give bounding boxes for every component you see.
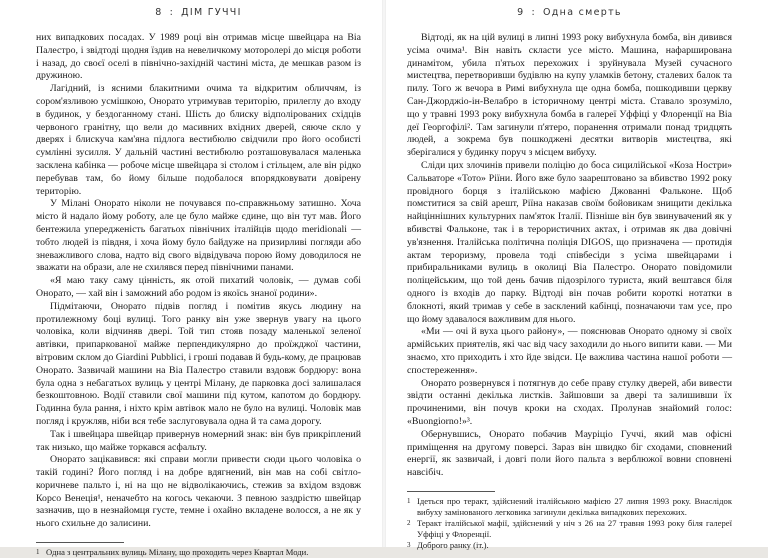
footnotes <box>407 491 732 551</box>
paragraph: них випадкових посадах. У 1989 році він отримав місце швейцара на Віа Палестро, і звідтоді щодня їздив на невеличкому моторолері до місця роботи і назад, до своєї оселі в північно-західній частині міста, де мешкав разом із дружиною. <box>36 32 361 82</box>
footnotes <box>36 542 361 558</box>
running-title: ДІМ ГУЧЧІ <box>181 7 242 18</box>
page-body <box>407 32 732 480</box>
header-separator: : <box>531 7 537 18</box>
footnote-number: 3 <box>407 540 411 549</box>
header-separator: : <box>169 7 175 18</box>
right-page <box>385 0 768 550</box>
running-header <box>407 6 732 20</box>
running-title: Одна смерть <box>543 7 622 18</box>
footnote <box>407 496 732 518</box>
footnote-text: Доброго ранку (іт.). <box>417 539 489 550</box>
footnote <box>407 540 732 551</box>
paragraph: Підмітаючи, Онорато підвів погляд і помітив якусь людину на протилежному боці вулиці. Того ранку він уже звернув увагу на цього чоловіка, коли відчиняв двері. Той тип стояв позаду маленької зеленої автівки, припаркованої майже перпендикулярно до проїжджої частини, вітровим склом до Giardini Pubblici, і гроші подавав й будь-кому, де працював Онорато. Зазвичай машини на Віа Палестро ставили вздовж бордюру: вона була одна з небагатьох вулиць у центрі Мілану, де парковка досі залишалася безкоштовною. Водії ставили свої машини під кутом, капотом до бордюру. Годинна була рання, і ніхто крім автівок мало не було на вулиці. Чоловік мав погляд і кружляв, ніби вся тебе заслуговувала одна й та сама дорогу. <box>36 300 361 427</box>
footnote-number: 1 <box>36 548 40 557</box>
page-body <box>36 32 361 531</box>
footnote-rule <box>407 491 495 492</box>
page-number: 9 <box>517 7 525 18</box>
page-number: 8 <box>155 7 163 18</box>
paragraph: Онорато зацікавився: які справи могли привести сюди цього чоловіка о такій годині? Його погляд і на добре вдягнений, він мав на собі світло-коричневе пальто і, ні на що не відволікаючись, стежив за вхідом вздовж Корсо Венеція¹, неначебто на когось чекаючи. З певною заздрістю швейцар зазначив, що в незнайомця густе, темне і охайно вкладене волосся, а не як у нього схильне до залисини. <box>36 454 361 530</box>
footnote-rule <box>36 542 124 543</box>
footnote-number: 1 <box>407 496 411 505</box>
footnote-text: Ідеться про теракт, здійснений італійською мафією 27 липня 1993 року. Внаслідок вибуху замінованого легковика загинули декілька випадкових перехожих. <box>417 495 732 517</box>
paragraph: Так і швейцара швейцар привернув номерний знак: він був прикріплений так низько, що майже торкався асфальту. <box>36 428 361 453</box>
left-page <box>0 0 383 558</box>
paragraph: Обернувшись, Онорато побачив Мауріціо Гуччі, який мав офісні приміщення на другому поверсі. Зараз він швидко біг сходами, сповнений енергії, як зазвичай, і довгі поли його пальта з верблюжої вовни сповнені навсібіч. <box>407 428 732 479</box>
footnote-text: Теракт італійської мафії, здійснений у ніч з 26 на 27 травня 1993 року біля галереї Уффіці у Флоренції. <box>417 517 732 539</box>
paragraph: Онорато розвернувся і потягнув до себе праву стулку дверей, аби вивести звідти останні декілька листків. Зайшовши за двері та залишивши їх прочиненими, він почув кроки на сходах. Пролунав знайомий голос: «Buongiorno!»³. <box>407 377 732 427</box>
running-header <box>36 6 361 20</box>
footnote-text: Одна з центральних вулиць Мілану, що проходить через Квартал Моди. <box>46 547 309 558</box>
footnote <box>36 547 361 558</box>
footnote-number: 2 <box>407 518 411 527</box>
paragraph: У Мілані Онорато ніколи не почувався по-справжньому затишно. Хоча місто й надало йому роботу, але це було майже єдине, що він тут мав. Його бентежила упередженість багатьох північних італійців щодо meridionali — тобто людей із півдня, і хоча йому було байдуже на призирливі погляди або зневажливого слова, надто від свого відвідувача порою йому доводилося не зважати на образи, але не схилявся перед північними панами. <box>36 198 361 274</box>
paragraph: «Ми — очі й вуха цього району», — пояснював Онорато одному зі своїх армійських приятелів, які час від часу заходили до нього випити кави. — Ми знаємо, хто приходить і хто йде звідси. Це важлива частина нашої роботи — спостереження». <box>407 326 732 376</box>
paragraph: Лагідний, із ясними блакитними очима та відкритим обличчям, із сором'язливою усмішкою, Онорато утримував територію, прилеглу до входу в будинок, у бездоганному стані. Шість до блиску відполірованих східців червоного гранітну, що вели до масивних вхідних дверей, сяюче скло у дверях і блискуча кам'яна підлога вестибюлю свідчили про його особисті сумлінні зусилля. У дальній частині вестибюлю розташовувалася маленька засклена кабінка — робоче місце швейцара зі столом і стільцем, але він рідко перебував там, бо йому більше подобалося впорядковувати довірену територію. <box>36 83 361 197</box>
footnote <box>407 518 732 540</box>
paragraph: Відтоді, як на цій вулиці в липні 1993 року вибухнула бомба, він дивився усіма очима¹. Він навіть скласти усе місто. Машина, нафарширована динамітом, убила п'ятьох перехожих і зруйнувала Музей сучасного мистецтва, перетворивши будівлю на купу уламків бетону, сталевих балок та пилу. Того ж вечора в Римі вибухнула ще одна бомба, пошкодивши церкву Сан-Джорджіо-ін-Велабро в історичному центрі міста. Ставало зрозуміло, що у травні 1993 року вибухнула бомба в галереї Уффіці у Флоренції на Віа деї Георгофілі². Там загинули п'ятеро, поранення отримали понад тридцять людей, а зокрема був пошкоджені десятки витворів мистецтва, які зберігалися у будинку поруч з місцем вибуху. <box>407 32 732 159</box>
paragraph: «Я маю таку саму цінність, як отой пихатий чоловік, — думав собі Онорато, — хай він і заможний або родом із якоїсь знаної родини». <box>36 275 361 299</box>
paragraph: Сліди цих злочинів привели поліцію до боса сицилійської «Коза Ностри» Сальваторе «Тото» Ріїни. Його вже було заарештовано за вбивство 1992 року провідного борця з італійською мафією Джованні Фальконе. Щоб помститися за свій арешт, Ріїна наказав своїм бойовикам знищити декілька найціннішних культурних пам'яток Італії. Пізніше він був звинувачений як у вбивстві Фальконе, так і в терористичних актах, і отримав як два довічні ув'язнення. Італійська політична поліція DIGOS, що призначена — протидія актам тероризму, провела тоді співбесіди з усіма швейцарами і прибиральниками вулиць в околиці Віа Палестро. Онорато повідомили поліцейським, що той день бачив підозрілого туриста, який вештався біля одного із входів до парку. Відтоді він почав робити короткі нотатки в блокноті, який тримав у себе в засклений кабінці, позначаючи там усе, про що йому здавалося важливим для нього. <box>407 159 732 325</box>
